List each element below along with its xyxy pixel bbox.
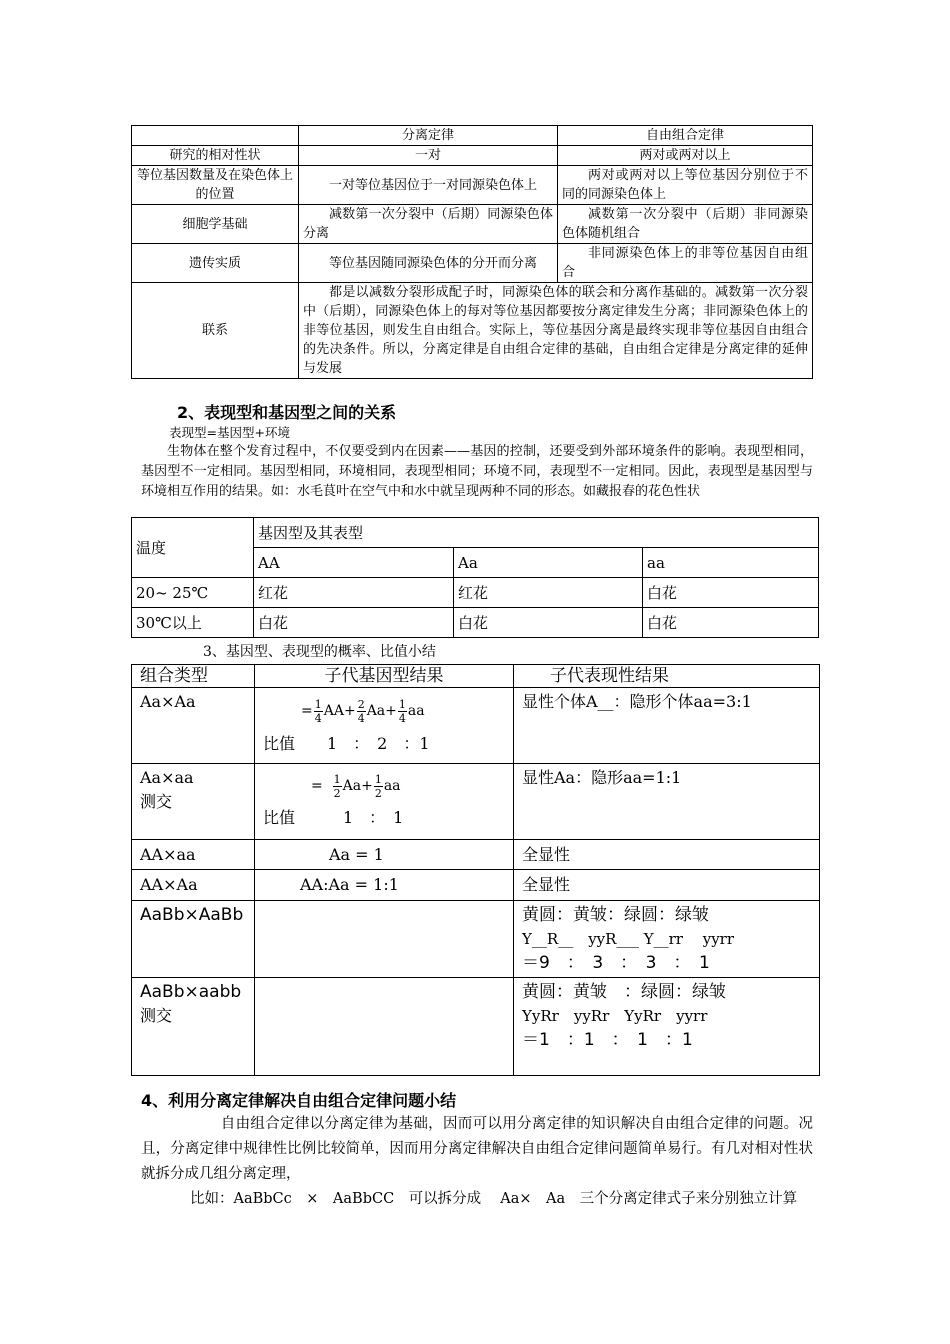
table-cell [514, 901, 820, 978]
table-row [132, 518, 819, 548]
table-row [132, 764, 820, 840]
table-cell [132, 978, 255, 1076]
table-cell: 减数第一次分裂中（后期）同源染色体分离 [299, 205, 558, 244]
fraction [398, 698, 407, 725]
table-header-cell: 组合类型 [132, 665, 255, 688]
table-cell [132, 126, 299, 146]
ratio-text: ＝9 ： 3 ： 3 ： 1 [522, 953, 710, 973]
denominator: 2 [374, 786, 382, 800]
table-header-cell: 分离定律 [299, 126, 558, 146]
table-cell: AA×aa [132, 840, 255, 870]
table-row [132, 665, 820, 688]
table-cell: 红花 [254, 578, 454, 608]
genotype-term: Aa+ [366, 703, 397, 719]
table-cell: 全显性 [514, 870, 820, 901]
table-cell: 一对等位基因位于一对同源染色体上 [299, 166, 558, 205]
table-cell: 白花 [643, 578, 819, 608]
table-cell: Aa×Aa [132, 688, 255, 764]
genotype-formula [263, 766, 505, 806]
table-header-cell: 子代基因型结果 [255, 665, 514, 688]
combination-note: 测交 [140, 792, 173, 811]
table-cell: AaBb×AaBb [132, 901, 255, 978]
table-cell: Aa = 1 [255, 840, 514, 870]
table-row [132, 608, 819, 638]
table-cell [255, 901, 514, 978]
section-heading: 4、利用分离定律解决自由组合定律问题小结 [141, 1091, 457, 1110]
table-row [132, 166, 813, 205]
table-row [132, 205, 813, 244]
paragraph: 生物体在整个发育过程中，不仅要受到内在因素——基因的控制，还要受到外部环境条件的影响。表现型相同，基因型不一定相同。基因型相同，环境相同，表现型相同；环境不同，表现型不一定相同。因此，表现型是基因型与环境相互作用的结果。如：水毛茛叶在空气中和水中就呈现两种不同的形态。如藏报春的花色性状 [141, 444, 813, 499]
table-cell: 减数第一次分裂中（后期）非同源染色体随机组合 [558, 205, 813, 244]
genotype-term: aa [407, 703, 425, 719]
ratio-text: ＝1 ：1 ： 1 ：1 [522, 1030, 693, 1050]
numerator: 1 [374, 772, 382, 786]
table-cell: 全显性 [514, 840, 820, 870]
table-row [132, 578, 819, 608]
genotype-labels: Y__R__ yyR___ Y__rr yyrr [522, 930, 735, 948]
table-cell: 显性Aa：隐形aa=1:1 [514, 764, 820, 840]
table-cell: 30℃以上 [132, 608, 254, 638]
table-cell: 白花 [254, 608, 454, 638]
numerator: 1 [333, 772, 341, 786]
table-cell: 联系 [132, 283, 299, 379]
table-cell [514, 978, 820, 1076]
table-header-cell: 温度 [132, 518, 254, 578]
table-cell: AA:Aa = 1:1 [255, 870, 514, 901]
ratio-text: 比值 1 ： 1 [263, 808, 404, 827]
table-header-cell: Aa [454, 548, 643, 578]
table-cell: 研究的相对性状 [132, 146, 299, 166]
table-cell [255, 978, 514, 1076]
denominator: 4 [314, 711, 322, 725]
table-cell: 非同源染色体上的非等位基因自由组合 [558, 244, 813, 283]
table-row [132, 283, 813, 379]
combination-type: Aa×aa [140, 768, 194, 787]
table-cell: 遗传实质 [132, 244, 299, 283]
fraction [314, 698, 323, 725]
temperature-table [131, 517, 819, 638]
table-row [132, 901, 820, 978]
table-cell: 细胞学基础 [132, 205, 299, 244]
table-header-cell: 自由组合定律 [558, 126, 813, 146]
table-row [132, 126, 813, 146]
table-cell: 20~ 25℃ [132, 578, 254, 608]
genotype-term: aa [383, 778, 401, 794]
denominator: 4 [357, 711, 365, 725]
genotype-term: Aa+ [342, 778, 373, 794]
table-cell: AA×Aa [132, 870, 255, 901]
section-heading: 3、基因型、表现型的概率、比值小结 [203, 644, 436, 660]
table-cell [132, 764, 255, 840]
table-row [132, 870, 820, 901]
table-row [132, 688, 820, 764]
table-cell: 都是以减数分裂形成配子时，同源染色体的联会和分离作基础的。减数第一次分裂中（后期），同源染色体上的每对等位基因都要按分离定律发生分离；非同源染色体上的非等位基因，则发生自由组合。实际上，等位基因分离是最终实现非等位基因自由组合的先决条件。所以，分离定律是自由组合定律的基础，自由组合定律是分离定律的延伸与发展 [299, 283, 813, 379]
genotype-term: AA+ [323, 703, 356, 719]
table-cell: 等位基因随同源染色体的分开而分离 [299, 244, 558, 283]
table-row [132, 840, 820, 870]
equals-sign: = [311, 778, 323, 794]
table-row [132, 146, 813, 166]
denominator: 2 [333, 786, 341, 800]
genotype-formula [263, 690, 505, 732]
phenotype-labels: 黄圆：黄皱：绿圆：绿皱 [522, 905, 709, 925]
combination-type: AaBb×aabb [140, 982, 242, 1002]
combination-note: 测交 [140, 1006, 173, 1025]
comparison-table [131, 125, 813, 379]
table-cell: 一对 [299, 146, 558, 166]
ratio-text: 比值 1 ： 2 ：1 [263, 734, 430, 753]
denominator: 4 [398, 711, 406, 725]
example-text: 比如：AaBbCc × AaBbCC 可以拆分成 Aa× Aa 三个分离定律式子来分别独立计算 [190, 1191, 798, 1207]
table-header-cell: 基因型及其表型 [254, 518, 819, 548]
table-cell: 两对或两对以上 [558, 146, 813, 166]
ratio-table [131, 664, 820, 1076]
table-cell: 两对或两对以上等位基因分别位于不同的同源染色体上 [558, 166, 813, 205]
numerator: 1 [314, 697, 322, 711]
table-cell [255, 764, 514, 840]
table-row [132, 978, 820, 1076]
fraction [357, 698, 366, 725]
table-cell: 红花 [454, 578, 643, 608]
table-header-cell: aa [643, 548, 819, 578]
equals-sign: = [301, 703, 313, 719]
numerator: 2 [357, 697, 365, 711]
table-header-cell: 子代表现性结果 [514, 665, 820, 688]
phenotype-labels: 黄圆：黄皱 ：绿圆：绿皱 [522, 982, 726, 1002]
genotype-labels: YyRr yyRr YyRr yyrr [522, 1007, 708, 1025]
table-cell: 白花 [454, 608, 643, 638]
table-cell: 白花 [643, 608, 819, 638]
table-header-cell: AA [254, 548, 454, 578]
section-heading: 2、表现型和基因型之间的关系 [177, 403, 397, 422]
fraction [374, 773, 383, 800]
fraction [333, 773, 342, 800]
paragraph: 自由组合定律以分离定律为基础，因而可以用分离定律的知识解决自由组合定律的问题。况且，分离定律中规律性比例比较简单，因而用分离定律解决自由组合定律问题简单易行。有几对相对性状 就拆分成几组分离定理， [141, 1116, 813, 1182]
table-cell [255, 688, 514, 764]
numerator: 1 [398, 697, 406, 711]
table-row [132, 244, 813, 283]
table-cell: 显性个体A__：隐形个体aa=3:1 [514, 688, 820, 764]
formula-text: 表现型=基因型+环境 [169, 425, 290, 440]
table-cell: 等位基因数量及在染色体上的位置 [132, 166, 299, 205]
